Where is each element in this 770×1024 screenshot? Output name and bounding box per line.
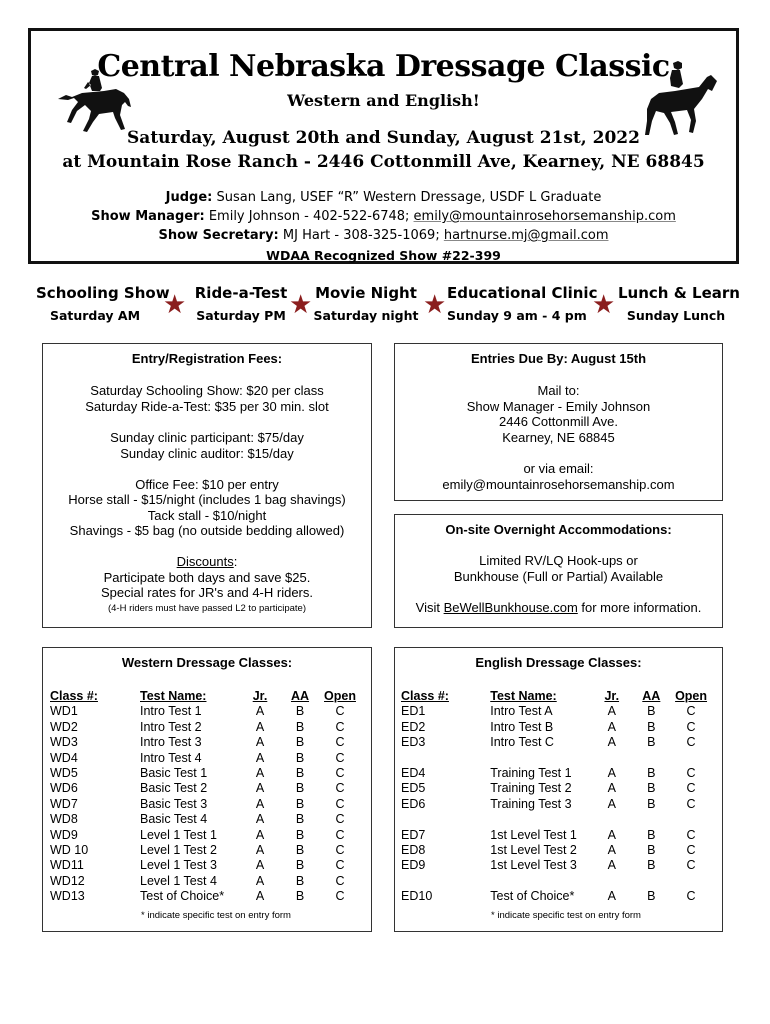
table-cell xyxy=(671,812,711,827)
event-schooling-show-time: Saturday AM xyxy=(49,308,141,323)
table-cell xyxy=(671,751,711,766)
table-row xyxy=(401,828,711,843)
table-cell: C xyxy=(335,796,345,811)
table-cell: Intro Test B xyxy=(490,719,554,734)
table-cell xyxy=(671,874,711,889)
table-cell xyxy=(592,751,632,766)
table-cell: B xyxy=(295,873,305,888)
table-cell: Basic Test 2 xyxy=(140,781,208,796)
table-cell: Test of Choice* xyxy=(140,889,225,904)
table-cell: B xyxy=(647,889,656,904)
page-title: Central Nebraska Dressage Classic xyxy=(97,49,670,84)
table-cell: B xyxy=(647,781,656,796)
table-cell: A xyxy=(255,827,265,842)
table-row xyxy=(401,858,711,873)
star-icon: ★ xyxy=(592,289,616,319)
table-cell: A xyxy=(255,719,265,734)
event-movie-night-title: Movie Night xyxy=(315,284,417,302)
table-cell: ED4 xyxy=(401,766,426,781)
table-cell: C xyxy=(335,719,345,734)
table-row xyxy=(401,889,711,904)
fee-line: Horse stall - $15/night (includes 1 bag shavings) xyxy=(68,492,346,507)
column-header: Open xyxy=(675,689,708,703)
table-cell: Training Test 1 xyxy=(490,766,572,781)
fee-line: Shavings - $5 bag (no outside bedding allowed) xyxy=(69,523,345,538)
table-cell: C xyxy=(335,704,345,719)
header-box xyxy=(28,28,739,264)
column-header: AA xyxy=(642,689,661,703)
table-cell: C xyxy=(686,766,696,781)
table-cell xyxy=(632,812,672,827)
table-cell: 1st Level Test 2 xyxy=(490,843,577,858)
table-cell: B xyxy=(295,719,305,734)
table-cell: WD3 xyxy=(50,735,78,750)
star-icon: ★ xyxy=(289,289,313,319)
accommodations-visit-line: Visit BeWellBunkhouse.com for more information. xyxy=(415,600,702,615)
bunkhouse-link[interactable]: BeWellBunkhouse.com xyxy=(443,600,578,615)
event-movie-night-time: Saturday night xyxy=(313,308,419,323)
fee-line: Tack stall - $10/night xyxy=(147,508,267,523)
table-cell: WD2 xyxy=(50,719,78,734)
table-row xyxy=(50,812,360,827)
table-cell: B xyxy=(647,704,656,719)
table-cell: ED8 xyxy=(401,843,426,858)
fee-line: Saturday Ride-a-Test: $35 per 30 min. slot xyxy=(85,399,329,414)
table-cell: C xyxy=(335,889,345,904)
table-cell: B xyxy=(295,781,305,796)
table-cell: C xyxy=(686,827,696,842)
table-cell xyxy=(401,751,490,766)
event-location: at Mountain Rose Ranch - 2446 Cottonmill Ave, Kearney, NE 68845 xyxy=(62,152,705,172)
table-cell: Basic Test 4 xyxy=(140,812,208,827)
table-cell: WD7 xyxy=(50,796,78,811)
entries-line: Mail to: xyxy=(537,383,580,398)
table-cell: C xyxy=(686,735,696,750)
table-cell: C xyxy=(686,781,696,796)
table-cell xyxy=(401,812,490,827)
star-icon: ★ xyxy=(163,289,187,319)
table-cell: B xyxy=(295,843,305,858)
manager-label: Show Manager: xyxy=(91,209,205,224)
column-header: AA xyxy=(290,689,310,703)
table-cell: ED6 xyxy=(401,796,426,811)
table-row xyxy=(50,858,360,873)
table-cell: ED10 xyxy=(401,889,433,904)
table-cell: A xyxy=(255,735,265,750)
table-header-row xyxy=(401,689,711,704)
table-cell: C xyxy=(335,827,345,842)
discount-line: Participate both days and save $25. xyxy=(103,570,311,585)
table-row xyxy=(401,704,711,719)
table-cell: A xyxy=(255,843,265,858)
english-classes-box xyxy=(394,647,723,932)
entries-email-link[interactable]: emily@mountainrosehorsemanship.com xyxy=(442,477,675,492)
table-cell: WD1 xyxy=(50,704,78,719)
table-cell: C xyxy=(335,735,345,750)
table-cell: WD 10 xyxy=(50,843,89,858)
table-row xyxy=(50,751,360,766)
table-cell xyxy=(490,812,592,827)
event-schooling-show-title: Schooling Show xyxy=(36,284,170,302)
table-row xyxy=(50,889,360,904)
table-cell xyxy=(490,874,592,889)
judge-label: Judge: xyxy=(165,190,213,205)
manager-email-link[interactable]: emily@mountainrosehorsemanship.com xyxy=(413,209,676,224)
secretary-label: Show Secretary: xyxy=(158,228,279,243)
western-classes-box xyxy=(42,647,372,932)
western-heading: Western Dressage Classes: xyxy=(121,655,293,670)
table-cell: WD11 xyxy=(50,858,84,873)
table-cell: Training Test 3 xyxy=(490,796,572,811)
table-cell: A xyxy=(607,704,616,719)
table-cell: Intro Test 3 xyxy=(140,735,202,750)
table-cell xyxy=(490,751,592,766)
table-cell: C xyxy=(335,812,345,827)
table-cell: WD13 xyxy=(50,889,85,904)
table-cell: C xyxy=(335,858,345,873)
table-cell: A xyxy=(255,704,265,719)
table-cell: B xyxy=(295,812,305,827)
table-cell: WD12 xyxy=(50,873,85,888)
english-classes-table xyxy=(401,689,711,905)
table-row xyxy=(401,797,711,812)
table-cell: A xyxy=(255,781,265,796)
accommodations-line: Limited RV/LQ Hook-ups or xyxy=(479,553,638,568)
column-header: Class #: xyxy=(50,689,98,703)
table-cell: A xyxy=(255,796,265,811)
english-heading: English Dressage Classes: xyxy=(475,655,642,670)
column-header: Jr. xyxy=(604,689,620,703)
table-cell: Level 1 Test 3 xyxy=(140,858,217,873)
table-cell: Basic Test 3 xyxy=(140,796,208,811)
table-row xyxy=(50,843,360,858)
table-cell: A xyxy=(607,843,616,858)
table-cell: Training Test 2 xyxy=(490,781,572,796)
table-cell: Basic Test 1 xyxy=(140,766,208,781)
table-cell: ED7 xyxy=(401,827,426,842)
table-cell: A xyxy=(607,781,616,796)
table-cell: C xyxy=(335,873,345,888)
event-ride-a-test-time: Saturday PM xyxy=(196,308,286,323)
table-row xyxy=(401,735,711,750)
event-clinic-title: Educational Clinic xyxy=(447,284,598,302)
table-row xyxy=(401,874,711,889)
table-row xyxy=(50,828,360,843)
subtitle: Western and English! xyxy=(287,91,480,110)
event-clinic-time: Sunday 9 am - 4 pm xyxy=(447,308,587,323)
table-cell: C xyxy=(335,766,345,781)
table-row xyxy=(50,781,360,796)
entries-line: Kearney, NE 68845 xyxy=(502,430,615,445)
secretary-email-link[interactable]: hartnurse.mj@gmail.com xyxy=(443,228,609,243)
table-row xyxy=(401,843,711,858)
table-cell: Intro Test C xyxy=(490,735,554,750)
discount-note: (4-H riders must have passed L2 to participate) xyxy=(107,603,306,614)
fee-line: Office Fee: $10 per entry xyxy=(135,477,279,492)
entries-box xyxy=(394,343,723,501)
table-cell: Level 1 Test 2 xyxy=(140,843,217,858)
table-cell xyxy=(632,874,672,889)
table-cell: B xyxy=(647,796,656,811)
table-cell: B xyxy=(647,827,656,842)
table-cell: Intro Test 2 xyxy=(140,719,202,734)
manager-value: Emily Johnson - 402-522-6748; xyxy=(208,209,414,224)
column-header: Open xyxy=(324,689,356,703)
table-cell: A xyxy=(255,889,265,904)
secretary-value: MJ Hart - 308-325-1069; xyxy=(282,228,444,243)
table-row xyxy=(401,781,711,796)
table-cell xyxy=(401,874,490,889)
fees-heading: Entry/Registration Fees: xyxy=(131,351,283,366)
entries-line: 2446 Cottonmill Ave. xyxy=(499,414,618,429)
table-row xyxy=(50,874,360,889)
table-header-row xyxy=(50,689,360,704)
discount-line: Special rates for JR's and 4-H riders. xyxy=(100,585,313,600)
event-lunch-learn-title: Lunch & Learn xyxy=(618,284,740,302)
entries-heading: Entries Due By: August 15th xyxy=(470,351,647,366)
table-cell: B xyxy=(295,750,305,765)
table-cell: B xyxy=(295,735,305,750)
table-cell: B xyxy=(295,827,305,842)
table-cell: B xyxy=(647,766,656,781)
table-cell xyxy=(592,874,632,889)
table-row xyxy=(50,720,360,735)
table-cell: Intro Test 4 xyxy=(140,750,202,765)
accommodations-line: Bunkhouse (Full or Partial) Available xyxy=(453,569,664,584)
table-cell: C xyxy=(686,843,696,858)
western-note: * indicate specific test on entry form xyxy=(141,910,291,921)
table-row xyxy=(401,812,711,827)
table-row xyxy=(50,766,360,781)
table-cell: 1st Level Test 1 xyxy=(490,827,577,842)
table-cell: A xyxy=(607,766,616,781)
accommodations-box xyxy=(394,514,723,628)
table-row xyxy=(401,751,711,766)
table-cell: C xyxy=(335,750,345,765)
event-dates: Saturday, August 20th and Sunday, August 21st, 2022 xyxy=(127,128,640,148)
entries-line: Show Manager - Emily Johnson xyxy=(466,399,651,414)
table-cell: ED9 xyxy=(401,858,426,873)
table-cell: B xyxy=(295,889,305,904)
table-cell: B xyxy=(647,858,656,873)
manager-line xyxy=(31,209,736,224)
table-cell: ED5 xyxy=(401,781,426,796)
column-header: Test Name: xyxy=(490,689,557,703)
table-cell: C xyxy=(686,889,696,904)
table-cell: WD5 xyxy=(50,766,78,781)
table-row xyxy=(50,704,360,719)
table-cell: B xyxy=(295,766,305,781)
column-header: Test Name: xyxy=(140,689,207,703)
event-lunch-learn-time: Sunday Lunch xyxy=(626,308,726,323)
accommodations-heading: On-site Overnight Accommodations: xyxy=(445,522,672,537)
table-cell: B xyxy=(295,796,305,811)
table-cell: Intro Test A xyxy=(490,704,553,719)
table-cell: B xyxy=(647,735,656,750)
table-cell: A xyxy=(607,858,616,873)
table-cell: WD6 xyxy=(50,781,78,796)
table-cell: Intro Test 1 xyxy=(140,704,202,719)
table-row xyxy=(401,720,711,735)
table-cell: A xyxy=(607,735,616,750)
column-header: Jr. xyxy=(252,689,268,703)
table-cell: B xyxy=(647,719,656,734)
table-cell: Level 1 Test 4 xyxy=(140,873,217,888)
table-cell: WD4 xyxy=(50,750,78,765)
table-cell: Level 1 Test 1 xyxy=(140,827,217,842)
table-row xyxy=(50,735,360,750)
fees-box xyxy=(42,343,372,628)
western-classes-table xyxy=(50,689,360,905)
table-cell: B xyxy=(295,704,305,719)
fee-line: Sunday clinic auditor: $15/day xyxy=(120,446,294,461)
table-cell: A xyxy=(255,750,265,765)
judge-line xyxy=(31,190,736,205)
table-cell: C xyxy=(686,719,696,734)
entries-line: or via email: xyxy=(523,461,594,476)
table-cell: 1st Level Test 3 xyxy=(490,858,577,873)
table-cell xyxy=(632,751,672,766)
table-cell: A xyxy=(607,796,616,811)
table-cell: C xyxy=(686,858,696,873)
table-row xyxy=(50,797,360,812)
fee-line: Sunday clinic participant: $75/day xyxy=(110,430,304,445)
english-note: * indicate specific test on entry form xyxy=(491,910,641,921)
event-ride-a-test-title: Ride-a-Test xyxy=(194,284,288,302)
table-cell: Test of Choice* xyxy=(490,889,575,904)
table-cell: WD8 xyxy=(50,812,78,827)
table-cell: ED2 xyxy=(401,719,426,734)
table-cell: ED3 xyxy=(401,735,426,750)
fee-line: Saturday Schooling Show: $20 per class xyxy=(90,383,324,398)
table-cell: C xyxy=(335,781,345,796)
table-cell: A xyxy=(255,858,265,873)
table-cell: A xyxy=(607,827,616,842)
table-cell: A xyxy=(607,889,616,904)
table-cell: C xyxy=(686,704,696,719)
secretary-line xyxy=(31,228,736,243)
table-cell: A xyxy=(607,719,616,734)
star-icon: ★ xyxy=(423,289,447,319)
table-cell: A xyxy=(255,873,265,888)
column-header: Class #: xyxy=(401,689,449,703)
table-cell: C xyxy=(335,843,345,858)
discounts-heading: Discounts: xyxy=(176,554,238,569)
table-cell: ED1 xyxy=(401,704,426,719)
table-cell: WD9 xyxy=(50,827,78,842)
wdaa-recognition: WDAA Recognized Show #22-399 xyxy=(266,248,501,263)
judge-value: Susan Lang, USEF “R” Western Dressage, USDF L Graduate xyxy=(216,190,602,205)
table-cell: A xyxy=(255,766,265,781)
table-cell: A xyxy=(255,812,265,827)
table-cell: B xyxy=(647,843,656,858)
table-row xyxy=(401,766,711,781)
table-cell: C xyxy=(686,796,696,811)
table-cell xyxy=(592,812,632,827)
table-cell: B xyxy=(295,858,305,873)
